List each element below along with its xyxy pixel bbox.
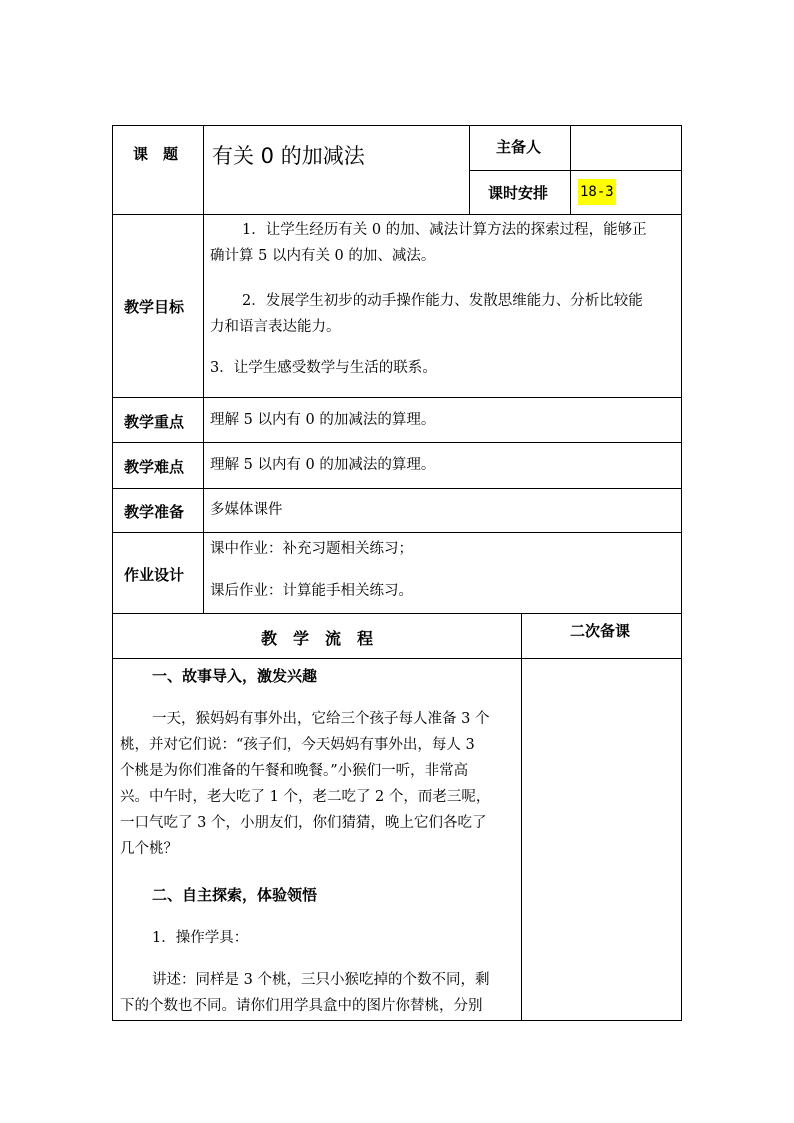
section-1-title: 一、故事导入，激发兴趣 (152, 667, 318, 685)
topic-label: 课 题 (133, 145, 179, 163)
goal-item-3: 3．让学生感受数学与生活的联系。 (210, 360, 437, 376)
row-divider (112, 658, 682, 659)
schedule-value: 18-3 (578, 179, 616, 205)
schedule-label: 课时安排 (488, 184, 549, 202)
row-divider (112, 613, 682, 614)
goal-item-2-line-1: 2．发展学生初步的动手操作能力、发散思维能力、分析比较能 (242, 293, 643, 309)
story-line: 桃，并对它们说：“孩子们，今天妈妈有事外出，每人 3 (120, 737, 475, 753)
difficulty-label: 教学难点 (124, 458, 185, 476)
story-line: 一口气吃了 3 个，小朋友们，你们猜猜，晚上它们各吃了 (120, 815, 487, 831)
col-divider (570, 125, 571, 214)
goal-item-2-line-2: 力和语言表达能力。 (210, 319, 341, 335)
goal-item-1-line-2: 确计算 5 以内有关 0 的加、减法。 (210, 248, 436, 264)
homework-in-class: 课中作业：补充习题相关练习； (210, 541, 413, 557)
col-divider (203, 125, 204, 613)
flow-header: 教 学 流 程 (261, 629, 374, 648)
key-point-value: 理解 5 以内有 0 的加减法的算理。 (210, 412, 436, 428)
preparation-value: 多媒体课件 (210, 502, 283, 518)
preparer-label: 主备人 (496, 138, 542, 156)
row-divider (112, 214, 682, 215)
row-divider (112, 488, 682, 489)
section-2-title: 二、自主探索，体验领悟 (152, 886, 318, 904)
explain-line: 讲述：同样是 3 个桃，三只小猴吃掉的个数不同，剩 (152, 972, 490, 988)
story-line: 一天，猴妈妈有事外出，它给三个孩子每人准备 3 个 (152, 711, 490, 727)
preparation-label: 教学准备 (124, 503, 185, 521)
col-divider (469, 125, 470, 214)
row-divider (112, 442, 682, 443)
step-1: 1．操作学具： (152, 930, 249, 946)
goals-label: 教学目标 (124, 298, 185, 316)
key-point-label: 教学重点 (124, 413, 185, 431)
row-divider (469, 170, 682, 171)
homework-label: 作业设计 (124, 566, 185, 584)
col-divider (521, 613, 522, 1021)
goal-item-1-line-1: 1．让学生经历有关 0 的加、减法计算方法的探索过程，能够正 (242, 222, 647, 238)
explain-line: 下的个数也不同。请你们用学具盒中的图片你替桃，分别 (120, 998, 483, 1014)
story-line: 兴。中午时，老大吃了 1 个，老二吃了 2 个，而老三呢， (120, 789, 491, 805)
row-divider (112, 397, 682, 398)
second-prep-header: 二次备课 (570, 622, 631, 640)
homework-after-class: 课后作业：计算能手相关练习。 (210, 583, 413, 599)
story-line: 个桃是为你们准备的午餐和晚餐。”小猴们一听，非常高 (120, 763, 469, 779)
difficulty-value: 理解 5 以内有 0 的加减法的算理。 (210, 457, 436, 473)
row-divider (112, 532, 682, 533)
lesson-title: 有关 0 的加减法 (212, 144, 365, 168)
story-line: 几个桃？ (120, 841, 178, 857)
